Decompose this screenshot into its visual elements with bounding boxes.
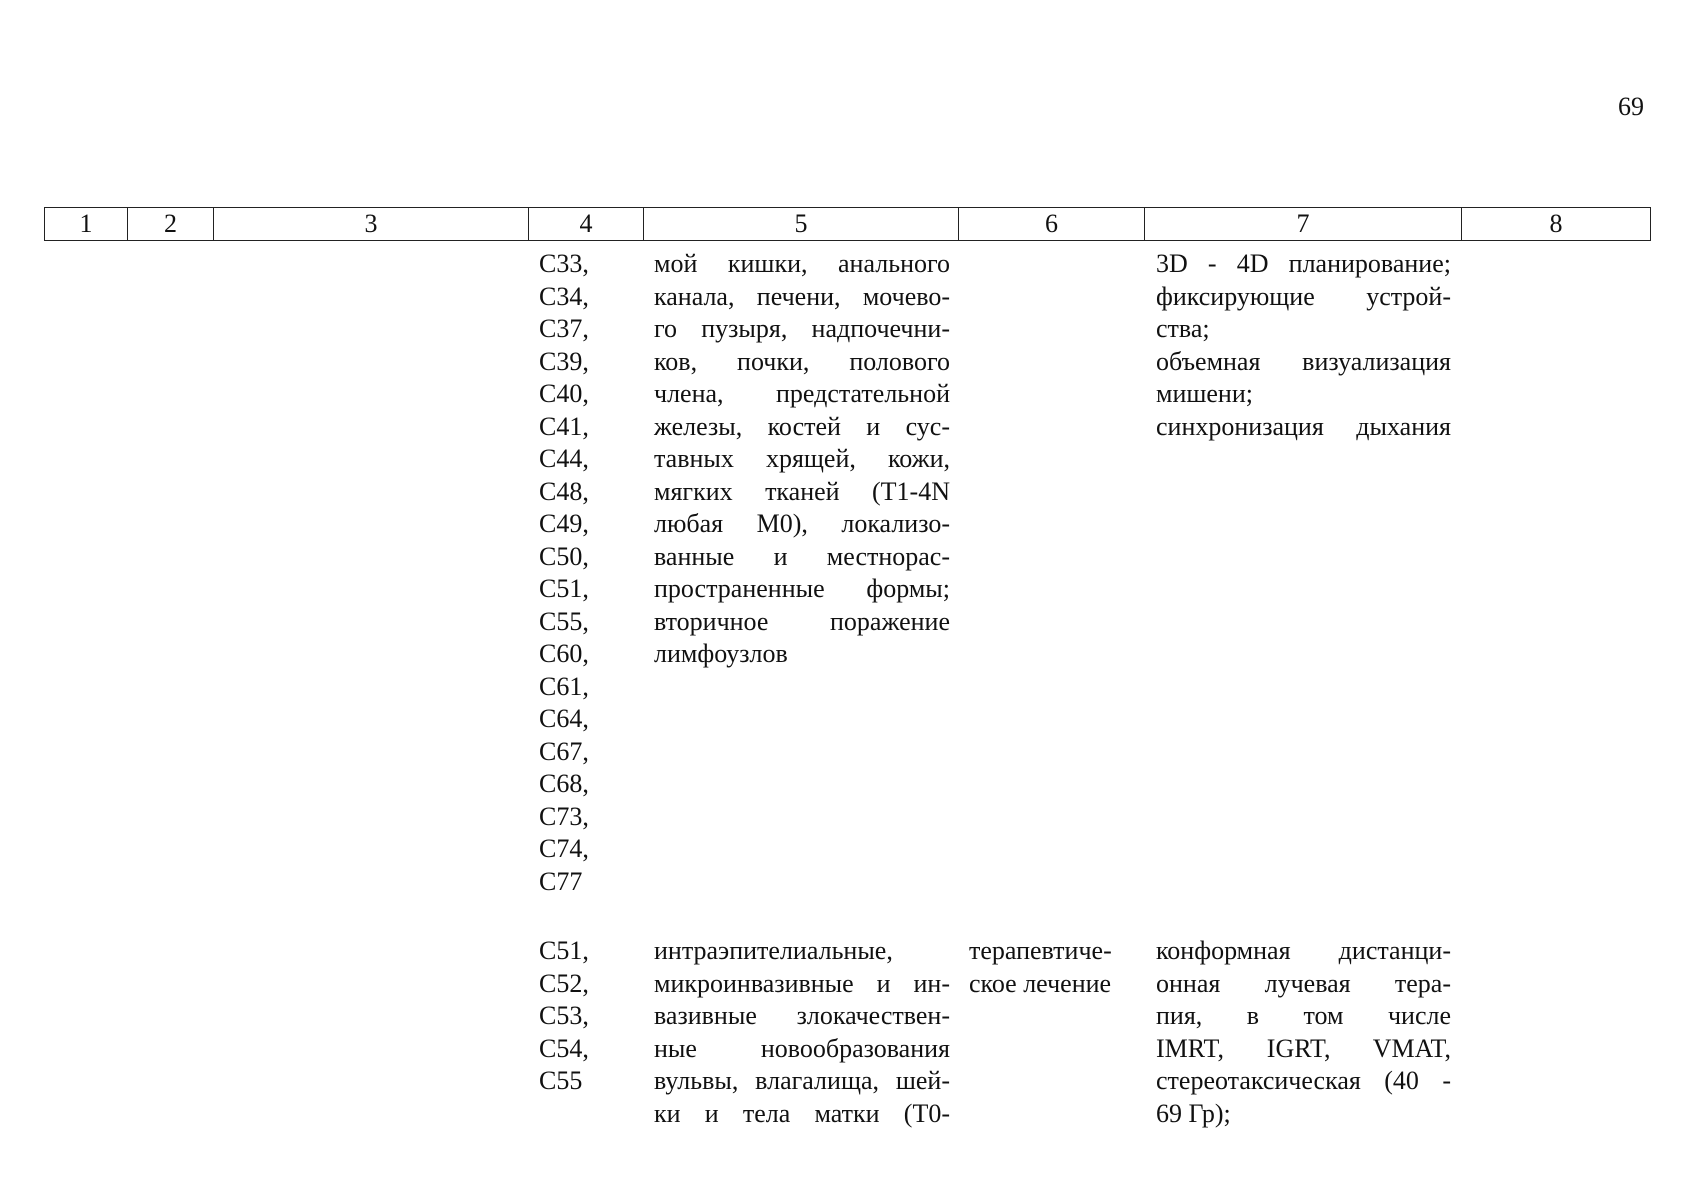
row-2-method [1156, 935, 1451, 1130]
method-line: онная лучевая тера- [1156, 968, 1451, 998]
method-line: ства; [1156, 314, 1210, 343]
column-number-5: 5 [644, 208, 959, 241]
row-2-diagnosis [654, 935, 950, 1130]
method-line: 3D - 4D планирование; [1156, 249, 1451, 278]
header-row [45, 208, 1651, 241]
method-line: 69 Гр); [1156, 1098, 1231, 1128]
icd-code: C44, [539, 444, 589, 473]
column-number-2: 2 [128, 208, 214, 241]
method-line: пия, в том числе [1156, 1001, 1451, 1030]
method-line: конформная дистанци- [1156, 936, 1451, 965]
icd-code: C51, [539, 936, 589, 965]
icd-code: C73, [539, 801, 589, 831]
diagnosis-line: канала, печени, мочево- [654, 281, 950, 311]
icd-code: C48, [539, 476, 589, 506]
icd-code: C34, [539, 281, 589, 311]
row-1-method [1156, 248, 1451, 443]
row-1-icd-codes [539, 248, 589, 898]
method-line: объемная визуализация [1156, 346, 1451, 376]
icd-code: C33, [539, 249, 589, 278]
diagnosis-line: члена, предстательной [654, 379, 950, 408]
method-line: стереотаксическая (40 - [1156, 1066, 1451, 1095]
diagnosis-line: ванные и местнорас- [654, 541, 950, 571]
icd-code: C37, [539, 314, 589, 343]
icd-code: C64, [539, 704, 589, 733]
icd-code: C52, [539, 968, 589, 998]
diagnosis-line: вульвы, влагалища, шей- [654, 1066, 950, 1095]
diagnosis-line: мягких тканей (T1-4N [654, 476, 950, 506]
row-2-icd-codes [539, 935, 589, 1098]
column-number-4: 4 [529, 208, 644, 241]
icd-code: C53, [539, 1001, 589, 1030]
column-number-6: 6 [959, 208, 1145, 241]
icd-code: C55, [539, 606, 589, 636]
table-column-numbers [44, 207, 1651, 241]
row-2-treatment [969, 935, 1129, 1000]
method-line: IMRT, IGRT, VMAT, [1156, 1033, 1451, 1063]
icd-code: C40, [539, 379, 589, 408]
diagnosis-line: ные новообразования [654, 1033, 950, 1063]
treatment-line: ское лечение [969, 968, 1112, 998]
diagnosis-line: любая M0), локализо- [654, 509, 950, 538]
diagnosis-line: ки и тела матки (T0- [654, 1098, 950, 1128]
icd-code: C54, [539, 1033, 589, 1063]
diagnosis-line: железы, костей и сус- [654, 411, 950, 441]
icd-code: C39, [539, 346, 589, 376]
diagnosis-line: мой кишки, анального [654, 249, 950, 278]
icd-code: C55 [539, 1066, 583, 1095]
diagnosis-line: го пузыря, надпочечни- [654, 314, 950, 343]
icd-code: C68, [539, 769, 589, 798]
icd-code: C60, [539, 639, 589, 668]
diagnosis-line: вазивные злокачествен- [654, 1001, 950, 1030]
column-number-7: 7 [1145, 208, 1462, 241]
diagnosis-line: лимфоузлов [654, 639, 788, 668]
icd-code: C50, [539, 541, 589, 571]
method-line: мишени; [1156, 379, 1253, 408]
diagnosis-line: микроинвазивные и ин- [654, 968, 950, 998]
icd-code: C74, [539, 834, 589, 863]
column-number-8: 8 [1462, 208, 1651, 241]
diagnosis-line: пространенные формы; [654, 574, 950, 603]
icd-code: C67, [539, 736, 589, 766]
diagnosis-line: вторичное поражение [654, 606, 950, 636]
icd-code: C61, [539, 671, 589, 701]
method-line: фиксирующие устрой- [1156, 281, 1451, 311]
page-number: 69 [1618, 92, 1644, 121]
diagnosis-line: тавных хрящей, кожи, [654, 444, 950, 473]
column-number-3: 3 [214, 208, 529, 241]
icd-code: C49, [539, 509, 589, 538]
icd-code: C41, [539, 411, 589, 441]
diagnosis-line: интраэпителиальные, [654, 936, 893, 965]
treatment-line: терапевтиче- [969, 936, 1112, 965]
row-1-diagnosis [654, 248, 950, 671]
icd-code: C77 [539, 866, 583, 896]
diagnosis-line: ков, почки, полового [654, 346, 950, 376]
column-number-1: 1 [45, 208, 128, 241]
method-line: синхронизация дыхания [1156, 411, 1451, 441]
icd-code: C51, [539, 574, 589, 603]
